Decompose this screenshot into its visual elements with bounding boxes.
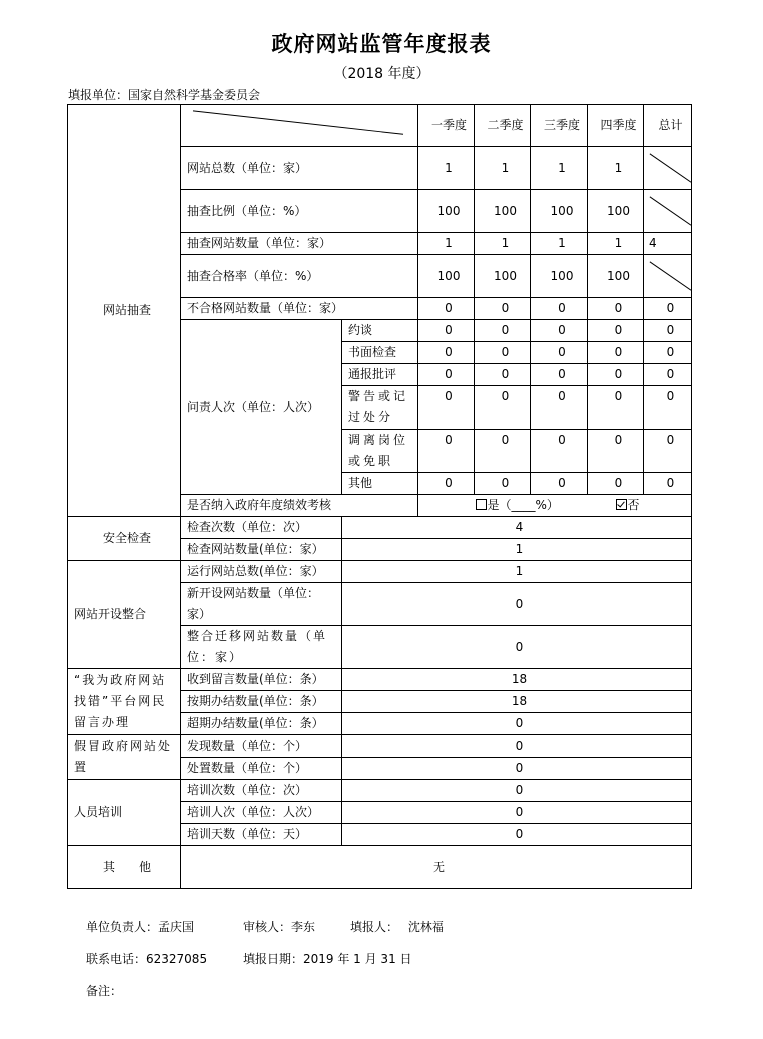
row-label: 处置数量（单位：个） — [181, 758, 342, 780]
cell-q2: 0 — [475, 473, 531, 495]
checkbox-unchecked-icon[interactable] — [476, 499, 487, 510]
cell-q4: 0 — [588, 320, 644, 342]
cell-q3: 1 — [531, 233, 588, 255]
cell-q2: 0 — [475, 320, 531, 342]
cell-q3: 0 — [531, 430, 588, 473]
row-value: 4 — [342, 517, 692, 539]
row-label: 培训天数（单位：天） — [181, 824, 342, 846]
cell-q1: 0 — [418, 473, 475, 495]
cell-total-na — [644, 147, 692, 190]
row-value: 0 — [342, 824, 692, 846]
cell-q1: 0 — [418, 298, 475, 320]
performance-no-option[interactable] — [588, 495, 688, 516]
row-value: 0 — [342, 735, 692, 758]
cell-total: 0 — [644, 342, 692, 364]
section-fake: 假冒政府网站处置 — [68, 735, 181, 780]
row-value: 18 — [342, 691, 692, 713]
row-value: 0 — [342, 758, 692, 780]
header-row — [68, 105, 692, 147]
diagonal-line-icon — [644, 190, 691, 232]
footer-remark: 备注： — [86, 984, 123, 998]
cell-total-na — [644, 255, 692, 298]
cell-q3: 100 — [531, 255, 588, 298]
footer-phone: 联系电话：62327085 — [86, 952, 208, 966]
footer-filler: 填报人： 沈林福 — [350, 920, 444, 934]
row-label: 超期办结数量(单位：条） — [181, 713, 342, 735]
cell-q3: 0 — [531, 386, 588, 430]
cell-q4: 1 — [588, 147, 644, 190]
cell-total: 0 — [644, 386, 692, 430]
row-value: 0 — [342, 713, 692, 735]
section-error-report: “我为政府网站找错”平台网民留言办理 — [68, 669, 181, 735]
diagonal-line-icon — [181, 105, 417, 146]
sub-label: 警告或记过处分 — [342, 386, 418, 430]
cell-q3: 0 — [531, 473, 588, 495]
cell-q3: 0 — [531, 320, 588, 342]
sub-label: 通报批评 — [342, 364, 418, 386]
footer-head: 单位负责人：孟庆国 — [86, 920, 195, 934]
section-opening: 网站开设整合 — [68, 561, 181, 669]
row-label: 整合迁移网站数量（单位：家） — [181, 626, 342, 669]
cell-q2: 0 — [475, 364, 531, 386]
cell-q1: 0 — [418, 386, 475, 430]
cell-q4: 0 — [588, 342, 644, 364]
row-label: 抽查网站数量（单位：家） — [181, 233, 418, 255]
no-label: 否 — [627, 498, 640, 512]
cell-q1: 0 — [418, 430, 475, 473]
cell-q1: 0 — [418, 364, 475, 386]
sub-label: 书面检查 — [342, 342, 418, 364]
diagonal-line-icon — [644, 255, 691, 297]
diagonal-line-icon — [644, 147, 691, 189]
table-row — [68, 846, 692, 889]
cell-q1: 100 — [418, 255, 475, 298]
cell-q3: 1 — [531, 147, 588, 190]
cell-total: 0 — [644, 473, 692, 495]
cell-total: 0 — [644, 298, 692, 320]
cell-q4: 0 — [588, 473, 644, 495]
footer-date: 填报日期：2019 年 1 月 31 日 — [243, 952, 412, 966]
header-q2: 二季度 — [475, 105, 531, 147]
cell-q1: 0 — [418, 320, 475, 342]
row-value: 0 — [342, 780, 692, 802]
row-value: 0 — [342, 583, 692, 626]
footer-reviewer: 审核人：李东 — [243, 920, 316, 934]
row-label: 网站总数（单位：家） — [181, 147, 418, 190]
cell-q1: 1 — [418, 147, 475, 190]
cell-total: 0 — [644, 320, 692, 342]
cell-q2: 1 — [475, 147, 531, 190]
cell-total: 4 — [644, 233, 692, 255]
cell-q3: 0 — [531, 364, 588, 386]
yes-label: 是（____%） — [487, 498, 559, 512]
table-row — [68, 561, 692, 583]
row-label: 按期办结数量(单位：条） — [181, 691, 342, 713]
performance-yes-option[interactable] — [428, 495, 588, 516]
cell-q4: 100 — [588, 190, 644, 233]
header-q3: 三季度 — [531, 105, 588, 147]
cell-q1: 0 — [418, 342, 475, 364]
cell-q2: 0 — [475, 430, 531, 473]
report-year: （2018 年度） — [333, 66, 430, 82]
performance-options — [418, 495, 692, 517]
report-title: 政府网站监管年度报表 — [271, 31, 492, 56]
header-total: 总计 — [644, 105, 692, 147]
other-value: 无 — [181, 846, 692, 889]
cell-q3: 0 — [531, 298, 588, 320]
table-row — [68, 780, 692, 802]
cell-q2: 0 — [475, 298, 531, 320]
sub-label: 约谈 — [342, 320, 418, 342]
header-q1: 一季度 — [418, 105, 475, 147]
row-label: 抽查比例（单位：%） — [181, 190, 418, 233]
cell-q2: 100 — [475, 255, 531, 298]
cell-q4: 1 — [588, 233, 644, 255]
accountability-label: 问责人次（单位：人次） — [181, 320, 342, 495]
sub-label: 其他 — [342, 473, 418, 495]
cell-q2: 0 — [475, 386, 531, 430]
cell-q4: 0 — [588, 298, 644, 320]
filing-unit: 填报单位：国家自然科学基金委员会 — [68, 88, 261, 102]
row-value: 18 — [342, 669, 692, 691]
row-label: 检查次数（单位：次） — [181, 517, 342, 539]
row-value: 0 — [342, 626, 692, 669]
report-table — [67, 104, 692, 889]
cell-q4: 0 — [588, 364, 644, 386]
row-label: 发现数量（单位：个） — [181, 735, 342, 758]
section-other: 其 他 — [68, 846, 181, 889]
row-value: 0 — [342, 802, 692, 824]
row-label: 检查网站数量(单位：家） — [181, 539, 342, 561]
cell-q4: 0 — [588, 386, 644, 430]
row-label: 培训次数（单位：次） — [181, 780, 342, 802]
row-label: 运行网站总数(单位：家） — [181, 561, 342, 583]
performance-label: 是否纳入政府年度绩效考核 — [181, 495, 418, 517]
row-label: 新开设网站数量（单位：家） — [181, 583, 342, 626]
row-label: 抽查合格率（单位：%） — [181, 255, 418, 298]
cell-q2: 0 — [475, 342, 531, 364]
table-row — [68, 669, 692, 691]
cell-total: 0 — [644, 364, 692, 386]
cell-total: 0 — [644, 430, 692, 473]
cell-total-na — [644, 190, 692, 233]
header-q4: 四季度 — [588, 105, 644, 147]
section-inspection: 网站抽查 — [68, 105, 181, 517]
cell-q2: 100 — [475, 190, 531, 233]
cell-q2: 1 — [475, 233, 531, 255]
cell-q1: 1 — [418, 233, 475, 255]
cell-q4: 0 — [588, 430, 644, 473]
sub-label: 调离岗位或免职 — [342, 430, 418, 473]
section-security: 安全检查 — [68, 517, 181, 561]
row-label: 收到留言数量(单位：条） — [181, 669, 342, 691]
section-training: 人员培训 — [68, 780, 181, 846]
checkbox-checked-icon[interactable] — [616, 499, 627, 510]
header-diagonal-cell — [181, 105, 418, 147]
row-value: 1 — [342, 539, 692, 561]
row-label: 培训人次（单位：人次） — [181, 802, 342, 824]
row-label: 不合格网站数量（单位：家） — [181, 298, 418, 320]
row-value: 1 — [342, 561, 692, 583]
cell-q3: 0 — [531, 342, 588, 364]
cell-q4: 100 — [588, 255, 644, 298]
cell-q1: 100 — [418, 190, 475, 233]
cell-q3: 100 — [531, 190, 588, 233]
table-row — [68, 735, 692, 758]
table-row — [68, 517, 692, 539]
